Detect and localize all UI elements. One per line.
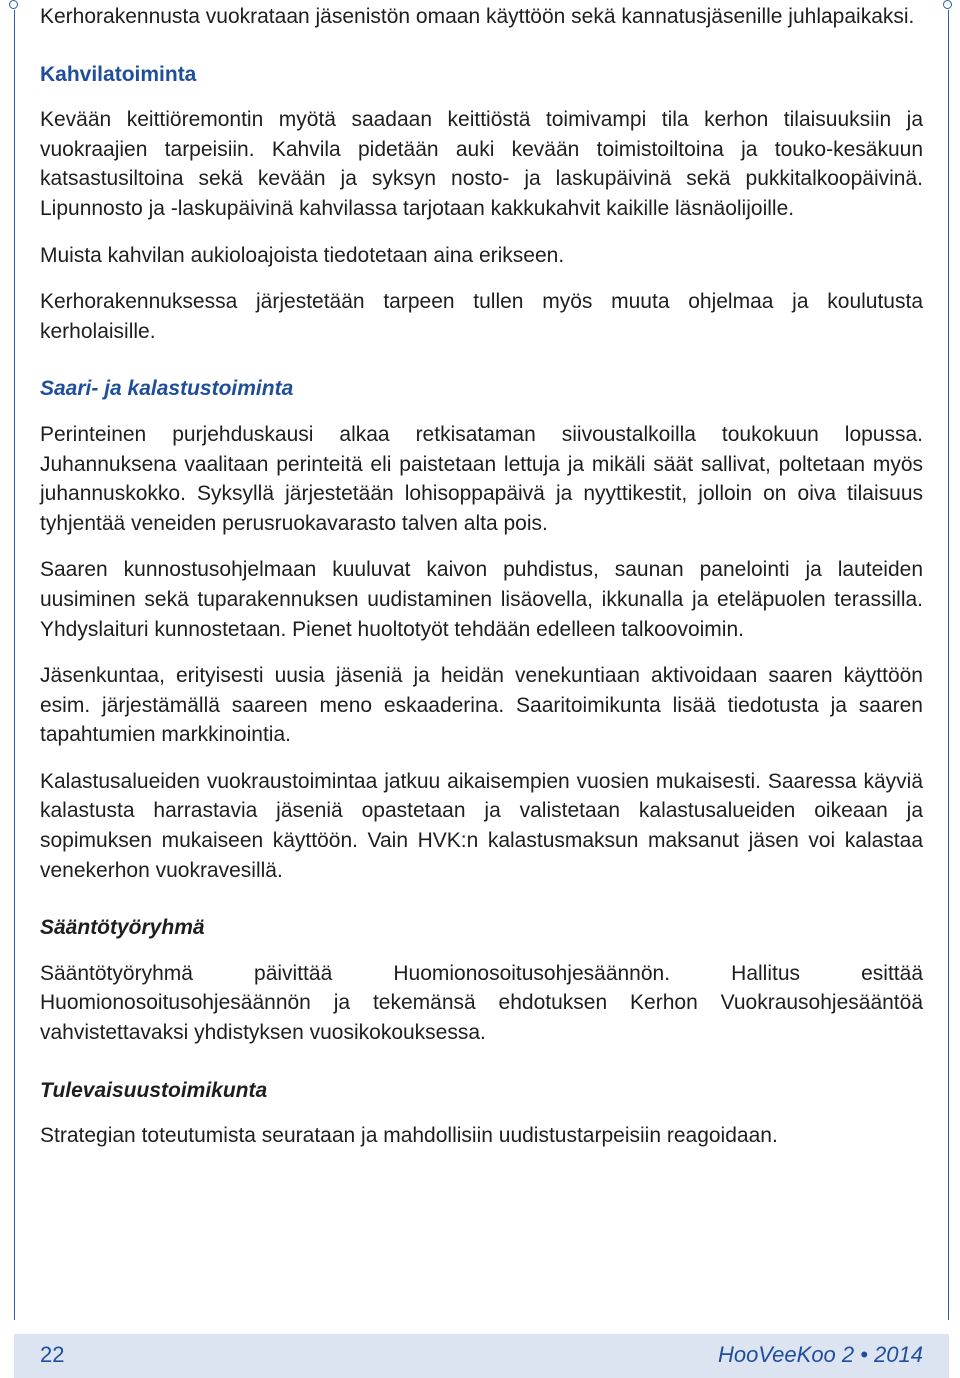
intro-paragraph: Kerhorakennusta vuokrataan jäsenistön omaan käyttöön sekä kannatusjäsenille juhlapaikaksi. xyxy=(40,5,915,28)
paragraph-kahvila: Kevään keittiöremontin myötä saadaan keittiöstä toimivampi tila kerhon tilaisuuksiin ja vuokraajien tarpeisiin. Kahvila pidetään auki kevään toimistoiltoina ja touko-kesäkuun katsastusiltoina sekä kevään ja syksyn nosto- ja laskupäivinä sekä pukkitalkoopäivinä. Lipunnosto ja -laskupäivinä kahvilassa tarjotaan kakkukahvit kaikille läsnäolijoille. xyxy=(40,108,923,220)
heading-saari-ja-kalastustoiminta: Saari- ja kalastustoiminta xyxy=(40,377,294,401)
heading-tulevaisuustoimikunta: Tulevaisuustoimikunta xyxy=(40,1078,268,1102)
paragraph-strategia: Strategian toteutumista seurataan ja mahdollisiin uudistustarpeisiin reagoidaan. xyxy=(40,1124,778,1148)
paragraph-aukioloajat: Muista kahvilan aukioloajoista tiedotetaan aina erikseen. xyxy=(40,243,565,267)
right-margin-rule xyxy=(948,10,949,1320)
paragraph-kalastusalueet: Kalastusalueiden vuokraustoimintaa jatkuu aikaisempien vuosien mukaisesti. Saaressa käyviä kalastusta harrastavia jäseniä opastetaan ja valistetaan kalastusalueiden oikeaan ja sopimuksen mukaiseen käyttöön. Vain HVK:n kalastusmaksun maksanut jäsen voi kalastaa venekerhon vuokravesillä. xyxy=(40,769,923,882)
heading-saantotyoryhma: Sääntötyöryhmä xyxy=(40,916,205,940)
paragraph-jasenkunta: Jäsenkuntaa, erityisesti uusia jäseniä ja heidän venekuntiaan aktivoidaan saaren käyttöön esim. järjestämällä saareen meno eskaaderina. Saaritoimikunta lisää tiedotusta ja saaren tapahtumien markkinointia. xyxy=(40,664,923,747)
page-number: 22 xyxy=(40,1342,65,1367)
paragraph-purjehduskausi: Perinteinen purjehduskausi alkaa retkisataman siivoustalkoilla toukokuun lopussa. Juhannuksena vaalitaan perinteitä eli paistetaan lettuja ja mikäli säät sallivat, poltetaan myös juhannuskokko. Syksyllä järjestetään lohisoppapäivä ja nyyttikestit, jolloin on oiva tilaisuus tyhjentää veneiden perusruokavarasto talven alta pois. xyxy=(40,422,923,535)
heading-kahvilatoiminta: Kahvilatoiminta xyxy=(40,62,197,86)
paragraph-ohjelma: Kerhorakennuksessa järjestetään tarpeen tullen myös muuta ohjelmaa ja koulutusta kerholaisille. xyxy=(40,290,923,343)
paragraph-saantotyoryhma: Sääntötyöryhmä päivittää Huomionosoitusohjesäännön. Hallitus esittää Huomionosoitusohjesäännön ja tekemänsä ehdotuksen Kerhon Vuokrausohjesääntöä vahvistettavaksi yhdistyksen vuosikokouksessa. xyxy=(40,961,923,1045)
right-ring-ornament xyxy=(943,0,952,9)
page-footer xyxy=(14,1334,949,1378)
article-body xyxy=(40,0,923,1151)
left-ring-ornament xyxy=(9,0,18,9)
paragraph-kunnostusohjelma: Saaren kunnostusohjelmaan kuuluvat kaivon puhdistus, saunan panelointi ja lauteiden uusiminen sekä tuparakennuksen uudistaminen lisäovella, ikkunalla ja eteläpuolen terassilla. Yhdyslaituri kunnostetaan. Pienet huoltotyöt tehdään edelleen talkoovoimin. xyxy=(40,558,923,641)
magazine-issue: HooVeeKoo 2 • 2014 xyxy=(717,1342,923,1367)
left-margin-rule xyxy=(14,10,15,1320)
